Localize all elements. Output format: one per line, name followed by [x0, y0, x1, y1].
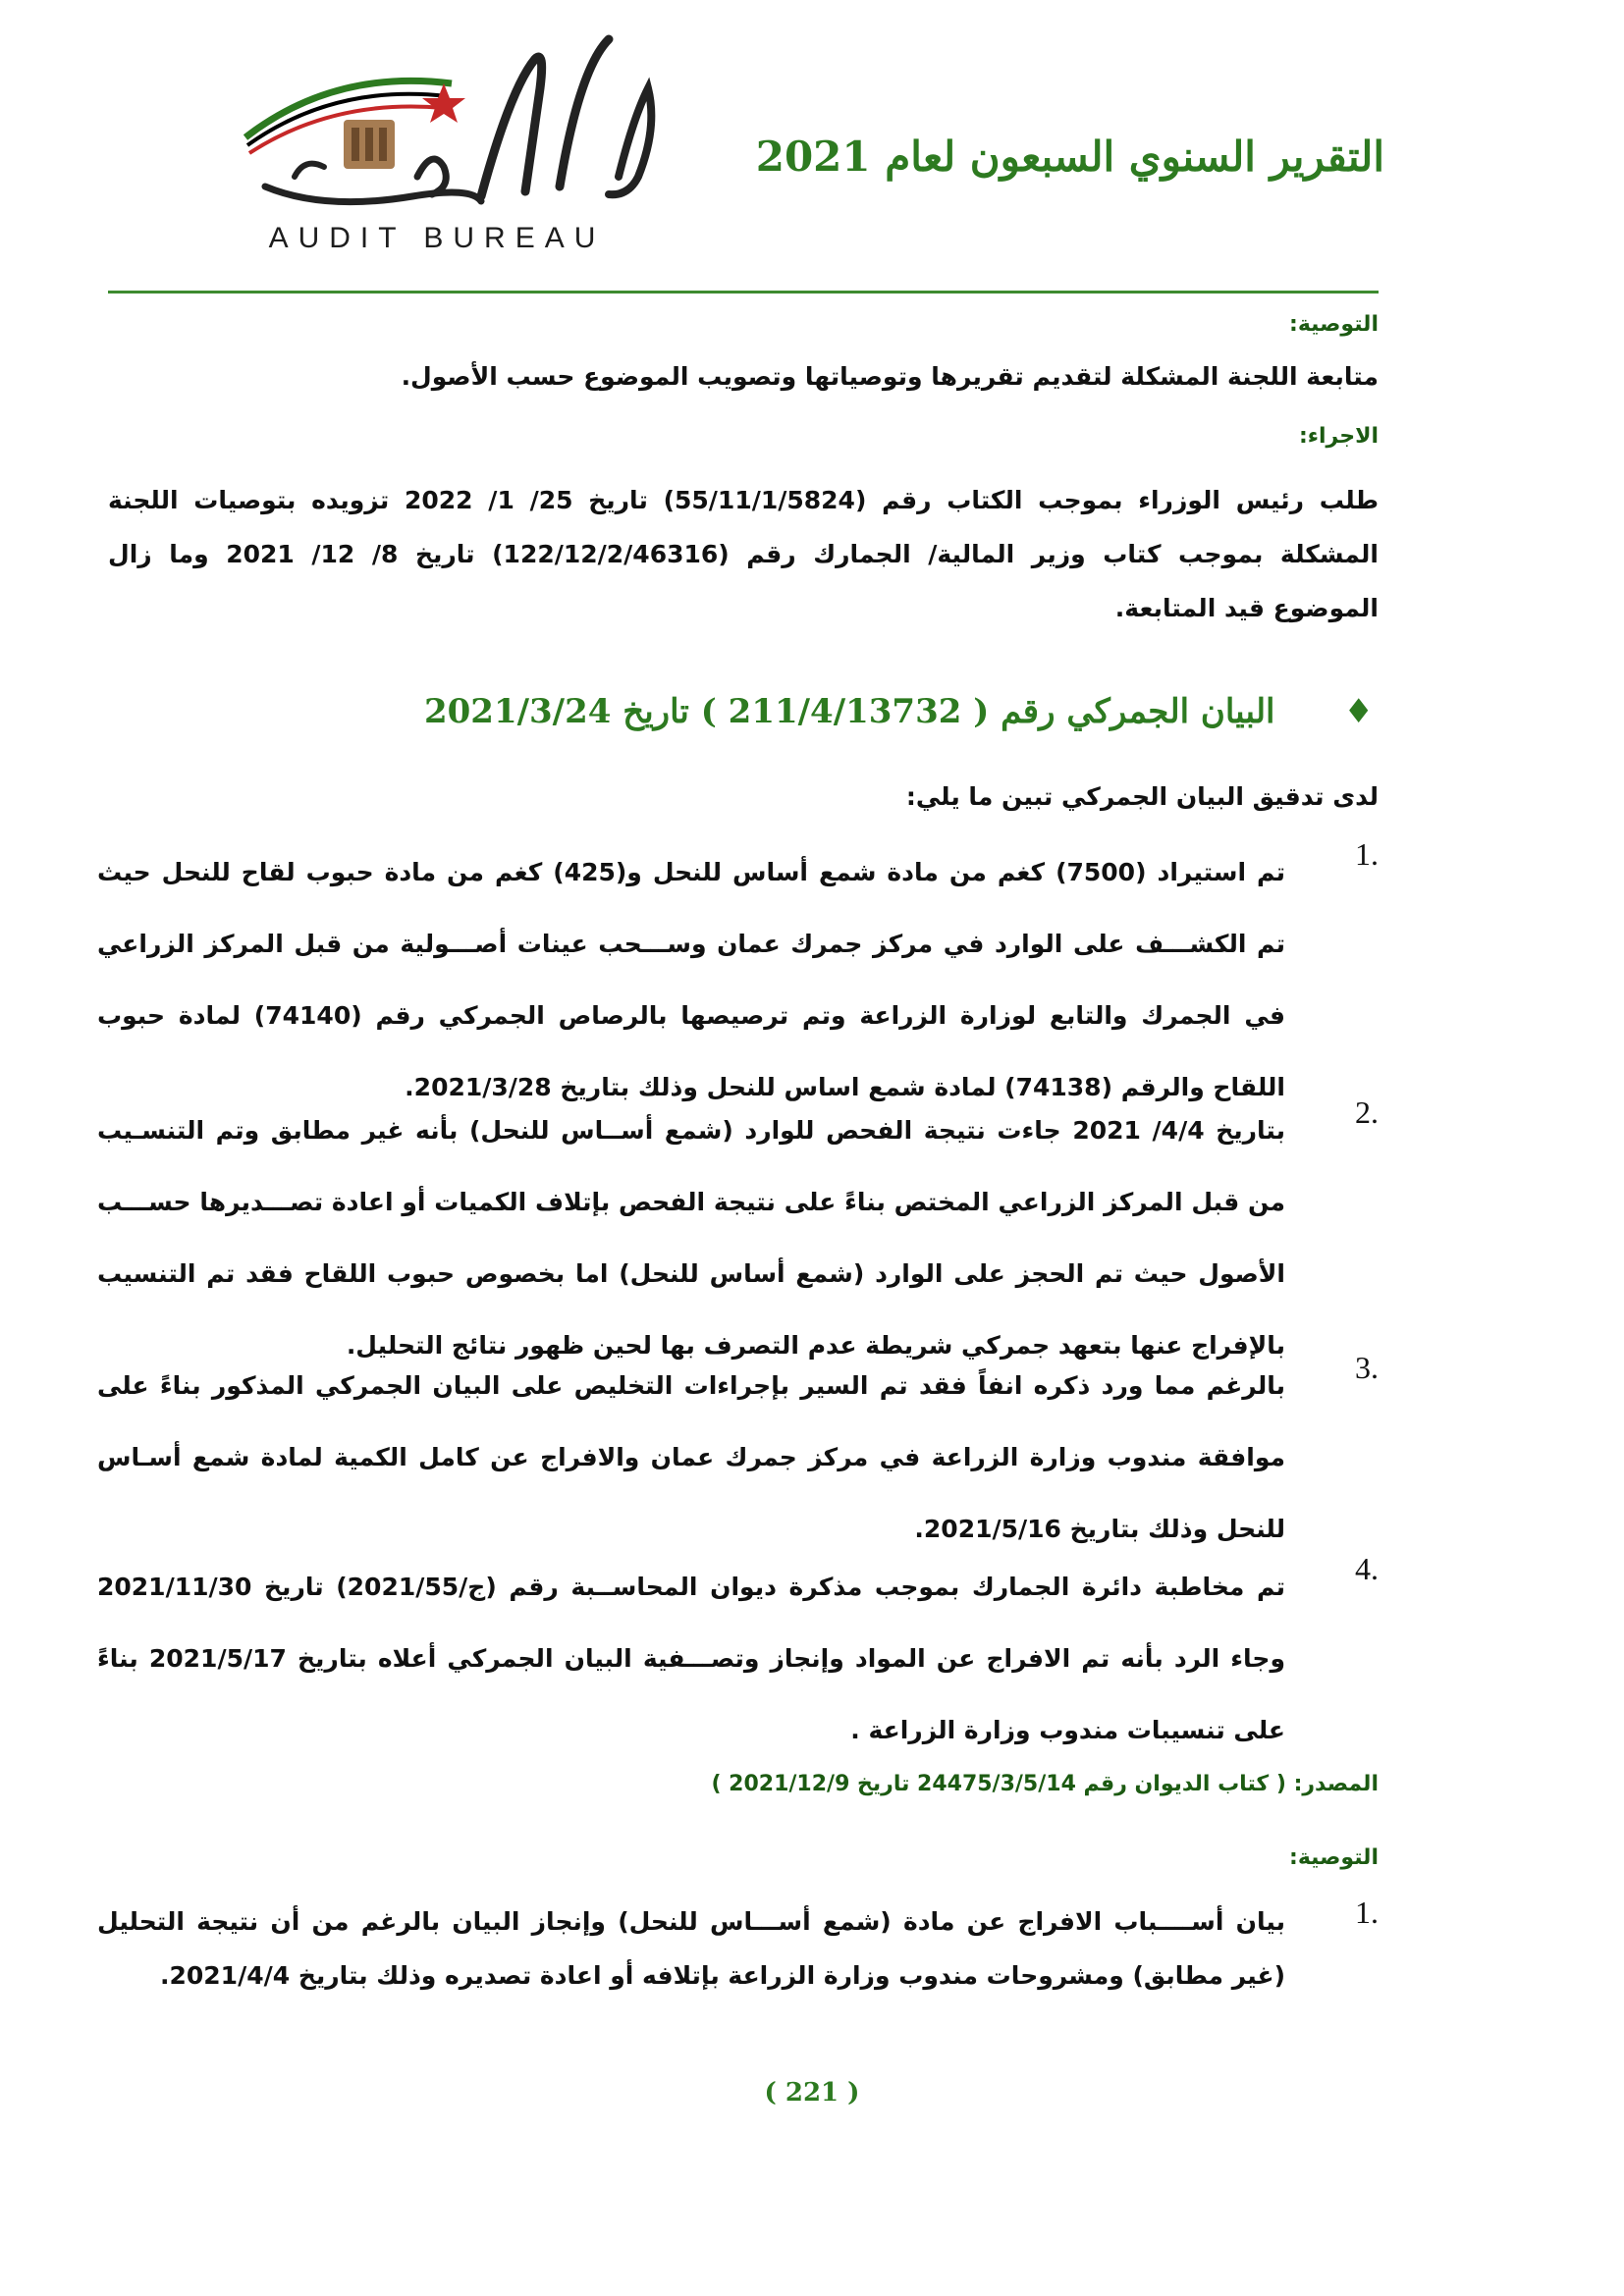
item-number: 3.: [1355, 1350, 1379, 1385]
item-text: بتاريخ 4/4/ 2021 جاءت نتيجة الفحص للوارد (شمع أســاس للنحل) بأنه غير مطابق وتم التنسـيب من قبل المركز الزراعي المختص بناءً على نتيجة الفحص بإتلاف الكميات أو اعادة تصـــديرها حســـب الأصول حيث تم الحجز على الوارد (شمع أساس للنحل) اما بخصوص حبوب اللقاح فقد تم التنسيب بالإفراج عنها بتعهد جمركي شريطة عدم التصرف بها لحين ظهور نتائج التحليل.: [97, 1116, 1285, 1360]
intro-text: لدى تدقيق البيان الجمركي تبين ما يلي:: [905, 782, 1379, 811]
item-number: 1.: [1355, 1895, 1379, 1930]
audit-bureau-logo: [187, 29, 687, 285]
recommendation-label-2: التوصية:: [1289, 1845, 1379, 1870]
page-header: [108, 29, 1384, 299]
recommendation-label: التوصية:: [1289, 312, 1379, 337]
logo-emblem-icon: [187, 29, 687, 226]
logo-latin-text: AUDIT BUREAU: [268, 222, 606, 254]
source-citation: المصدر: ( كتاب الديوان رقم 24475/3/5/14 تاريخ 2021/12/9 ): [711, 1772, 1379, 1796]
item-number: 2.: [1355, 1095, 1379, 1130]
action-label: الاجراء:: [1298, 424, 1379, 449]
item-text: بيان أســــباب الافراج عن مادة (شمع أســـاس للنحل) وإنجاز البيان بالرغم من أن نتيجة التحليل (غير مطابق) ومشروحات مندوب وزارة الزراعة بإتلافه أو اعادة تصديره وذلك بتاريخ 2021/4/4.: [97, 1907, 1285, 1990]
action-text: طلب رئيس الوزراء بموجب الكتاب رقم (55/11/1/5824) تاريخ 25/ 1/ 2022 تزويده بتوصيات اللجنة المشكلة بموجب كتاب وزير المالية/ الجمارك رقم (122/12/2/46316) تاريخ 8/ 12/ 2021 وما زال الموضوع قيد المتابعة.: [108, 486, 1379, 622]
item-text: بالرغم مما ورد ذكره انفاً فقد تم السير بإجراءات التخليص على البيان الجمركي المذكور بناءً على موافقة مندوب وزارة الزراعة في مركز جمرك عمان والافراج عن كامل الكمية لمادة شمع أسـاس للنحل وذلك بتاريخ 2021/5/16.: [97, 1371, 1285, 1543]
page-number: ( 221 ): [764, 2078, 860, 2108]
item-number: 1.: [1355, 836, 1379, 872]
item-text: تم مخاطبة دائرة الجمارك بموجب مذكرة ديوان المحاســبة رقم (ج/2021/55) تاريخ 2021/11/30 وجاء الرد بأنه تم الافراج عن المواد وإنجاز وتصـــفية البيان الجمركي أعلاه بتاريخ 2021/5/17 بناءً على تنسيبات مندوب وزارة الزراعة .: [97, 1573, 1285, 1744]
recommendation-text: متابعة اللجنة المشكلة لتقديم تقريرها وتوصياتها وتصويب الموضوع حسب الأصول.: [401, 362, 1379, 391]
section-heading-text: البيان الجمركي رقم ( 211/4/13732 ) تاريخ 2021/3/24: [423, 692, 1275, 731]
header-divider: [108, 291, 1379, 294]
report-title: التقرير السنوي السبعون لعام 2021: [755, 133, 1384, 181]
diamond-bullet-icon: ♦: [1343, 692, 1374, 731]
item-number: 4.: [1355, 1551, 1379, 1586]
section-heading: [424, 692, 1374, 731]
item-text: تم استيراد (7500) كغم من مادة شمع أساس للنحل و(425) كغم من مادة حبوب لقاح للنحل حيث تم الكشـــف على الوارد في مركز جمرك عمان وســـحب عينات أصـــولية من قبل المركز الزراعي في الجمرك والتابع لوزارة الزراعة وتم ترصيصها بالرصاص الجمركي رقم (74140) لمادة حبوب اللقاح والرقم (74138) لمادة شمع اساس للنحل وذلك بتاريخ 2021/3/28.: [97, 858, 1286, 1101]
